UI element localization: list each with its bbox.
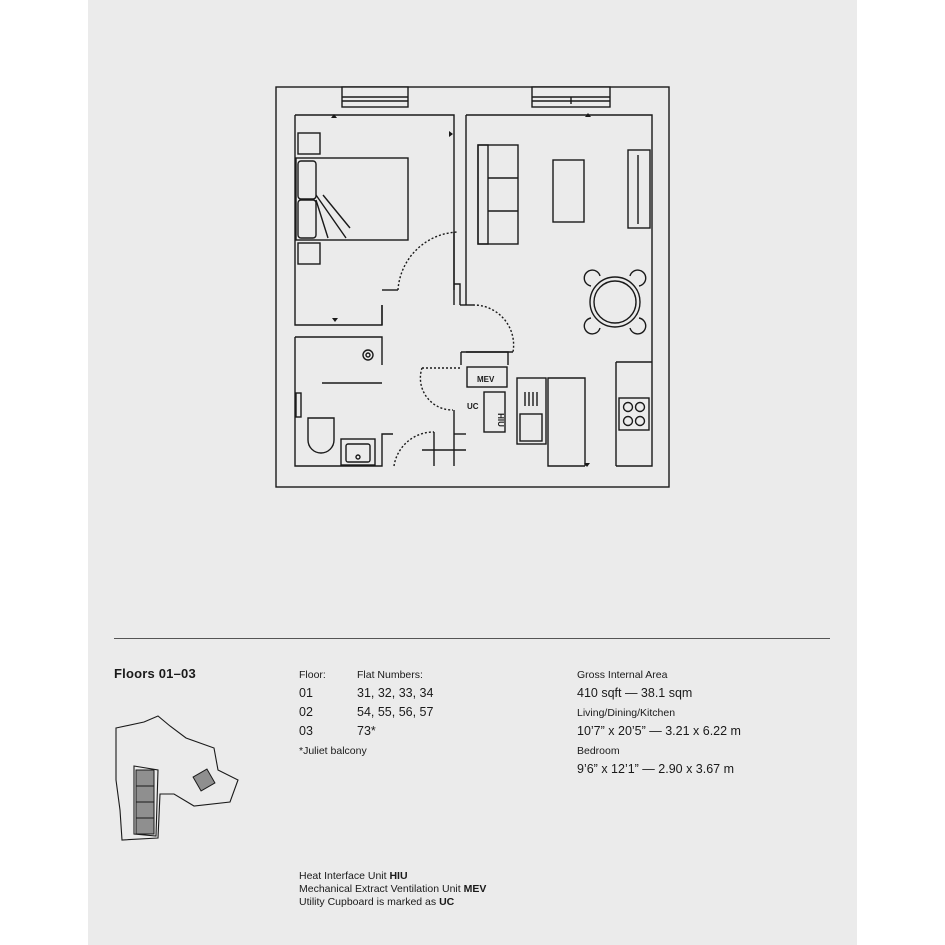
floor-header: Floor: [299, 669, 326, 681]
floor-number: 01 [299, 686, 313, 700]
highlighted-unit [136, 786, 154, 802]
toilet [308, 418, 334, 453]
bathroom-door-swing [394, 432, 434, 466]
legend-text: Heat Interface Unit [299, 870, 390, 882]
flat-numbers: 73* [357, 724, 376, 738]
living-door-swing [473, 305, 514, 352]
gia-value: 410 sqft — 38.1 sqm [577, 686, 693, 700]
living-walls [466, 115, 652, 466]
legend-code: MEV [463, 883, 487, 895]
flat-numbers: 31, 32, 33, 34 [357, 686, 434, 700]
key-plan [114, 710, 244, 850]
highlighted-unit [136, 770, 154, 786]
legend-code: UC [439, 896, 455, 908]
highlighted-unit [193, 769, 215, 791]
legend-text: Mechanical Extract Ventilation Unit [299, 883, 464, 895]
legend-code: HIU [389, 870, 408, 882]
bedroom-value: 9’6” x 12’1” — 2.90 x 3.67 m [577, 762, 735, 776]
kitchen-counter [616, 362, 652, 466]
ldk-label: Living/Dining/Kitchen [577, 707, 676, 719]
tv-unit [628, 150, 650, 228]
hiu-label: HIU [496, 413, 505, 427]
sink-unit [548, 378, 585, 466]
legend-mev [299, 883, 486, 895]
dining-table [590, 277, 640, 327]
floors-title: Floors 01–03 [114, 666, 196, 681]
divider-rule [114, 638, 830, 639]
floorplan-sheet [88, 0, 857, 945]
coffee-table [553, 160, 584, 222]
juliet-footnote: *Juliet balcony [299, 745, 367, 757]
bedside-table [298, 133, 320, 154]
gia-label: Gross Internal Area [577, 669, 668, 681]
floor-number: 03 [299, 724, 313, 738]
bedroom-label: Bedroom [577, 745, 620, 757]
legend-hiu [299, 870, 408, 882]
uc-label: UC [467, 402, 479, 411]
ldk-value: 10’7” x 20’5” — 3.21 x 6.22 m [577, 724, 741, 738]
uc-walls [461, 352, 508, 365]
uc-door-swing [420, 368, 461, 410]
flat-numbers-header: Flat Numbers: [357, 669, 423, 681]
floor-plan-drawing [88, 0, 857, 640]
mev-label: MEV [477, 375, 495, 384]
outer-wall [276, 87, 669, 487]
highlighted-unit [136, 802, 154, 818]
flat-numbers: 54, 55, 56, 57 [357, 705, 434, 719]
bedside-table [298, 243, 320, 264]
highlighted-unit [136, 818, 154, 834]
legend-text: Utility Cupboard is marked as [299, 896, 440, 908]
hob [619, 398, 649, 430]
legend-uc [299, 896, 454, 908]
sofa [478, 145, 518, 244]
floor-number: 02 [299, 705, 313, 719]
